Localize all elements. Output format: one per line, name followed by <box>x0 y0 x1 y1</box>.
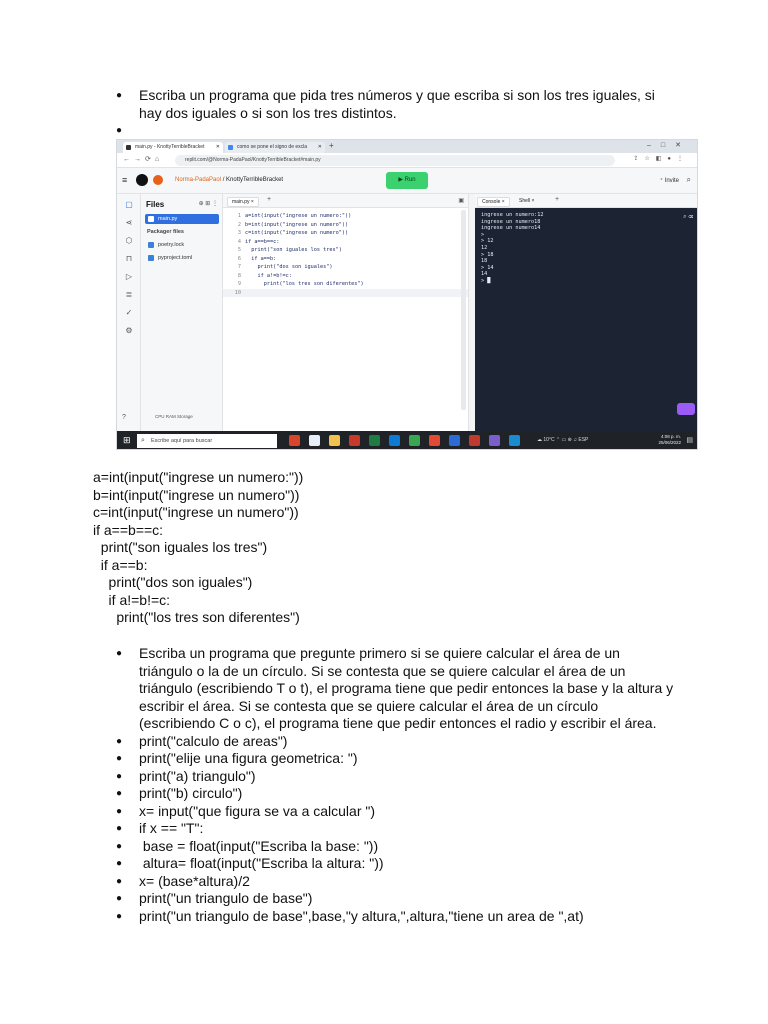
notifications-icon[interactable]: ▤ <box>686 437 693 444</box>
editor-scrollbar[interactable] <box>461 210 466 410</box>
line-code: print("los tres son diferentes") <box>245 281 364 287</box>
editor-line[interactable] <box>223 263 468 272</box>
list-item: ● base = float(input("Escriba la base: ")) <box>116 838 676 856</box>
list-item: ● print("un triangulo de base",base,"y altura,",altura,"tiene un area de ",at) <box>116 908 676 926</box>
editor-line[interactable] <box>223 238 468 247</box>
list-item: ● print("a) triangulo") <box>116 768 676 786</box>
code-line: if a==b==c: <box>93 521 164 538</box>
system-tray[interactable] <box>537 437 588 443</box>
weather-icon: ☁ <box>537 437 544 443</box>
list-item: ● print("b) circulo") <box>116 785 676 803</box>
code-line: print("los tres son diferentes") <box>93 609 300 625</box>
console-line: 18 <box>481 258 488 265</box>
tray-lang: ESP <box>578 437 589 443</box>
play-icon: ▶ <box>398 177 405 183</box>
path-separator-icon: / <box>222 177 227 183</box>
files-title: Files <box>146 200 165 209</box>
app-icon[interactable] <box>489 435 500 446</box>
file-item-label: pyproject.toml <box>158 255 193 261</box>
packages-icon[interactable]: ⬡ <box>125 236 133 245</box>
list-item: ● print("un triangulo de base") <box>116 890 676 908</box>
code-line: b=int(input("ingrese un numero")) <box>93 486 300 503</box>
files-icon[interactable]: ▢ <box>125 200 133 209</box>
packager-files-section[interactable] <box>145 227 219 237</box>
file-item-label: main.py <box>158 216 178 222</box>
code-line: a=int(input("ingrese un numero:")) <box>93 469 304 485</box>
code-line: if a==b: <box>93 556 148 573</box>
editor-line[interactable] <box>223 272 468 281</box>
repl-name[interactable]: KnottyTerribleBracket <box>226 177 284 183</box>
line-number: 8 <box>237 272 241 279</box>
new-tab-icon[interactable]: + <box>329 141 334 150</box>
file-item-label: poetry.lock <box>158 242 185 248</box>
line-number: 1 <box>237 213 241 219</box>
add-user-icon: ⁺ <box>659 178 665 184</box>
line-code: print("son iguales los tres") <box>245 247 342 253</box>
file-actions-icon[interactable]: ⊕ ⊞ ⋮ <box>198 201 218 207</box>
resources-meter: CPU RAM Storage <box>155 414 193 419</box>
tool-rail <box>117 194 141 431</box>
app-icon[interactable] <box>349 435 360 446</box>
browser-tab-1-label: main.py - KnottyTerribleBracket <box>135 144 205 150</box>
app-icon[interactable] <box>369 435 380 446</box>
console-line: 12 <box>481 244 488 251</box>
url-bar[interactable] <box>175 155 615 166</box>
app-icon[interactable] <box>409 435 420 446</box>
gear-icon[interactable]: ⚙ <box>125 326 133 335</box>
avatar[interactable] <box>153 175 163 185</box>
editor-line[interactable] <box>223 221 468 230</box>
editor-line[interactable] <box>223 289 468 298</box>
section-label: Packager files <box>147 229 184 235</box>
check-icon[interactable]: ✓ <box>125 308 133 317</box>
repl-path <box>175 177 283 183</box>
taskbar-search[interactable] <box>137 434 277 448</box>
python-file-icon <box>148 216 154 222</box>
chat-icon[interactable] <box>677 403 695 415</box>
tab-shell-label: Shell <box>519 198 531 204</box>
area-bullet-list <box>116 645 676 925</box>
line-code: c=int(input("ingrese un numero")) <box>245 230 349 236</box>
new-tab-icon[interactable]: + <box>267 196 272 203</box>
app-icon[interactable] <box>289 435 300 446</box>
tab-console-label: Console <box>482 199 501 205</box>
editor-line[interactable] <box>223 246 468 255</box>
code-block <box>93 469 303 627</box>
console-line: > 18 <box>481 251 494 258</box>
console-line: > █ <box>481 277 491 284</box>
console-panel[interactable] <box>475 194 698 431</box>
console-line: > 12 <box>481 238 494 245</box>
line-code: if a==b==c: <box>245 238 280 245</box>
console-line: ingrese un numero14 <box>481 225 541 232</box>
browser-toolbar <box>117 153 697 168</box>
replit-logo-icon[interactable] <box>136 174 148 186</box>
console-line: > <box>481 231 485 238</box>
package-file-icon <box>148 255 154 261</box>
help-icon[interactable]: ? <box>122 414 126 421</box>
clock-time: 4:08 p. m. <box>660 434 681 439</box>
code-line: c=int(input("ingrese un numero")) <box>93 504 299 520</box>
run-label: Run <box>404 177 416 183</box>
replit-favicon-icon <box>126 145 131 150</box>
taskbar-search-placeholder: Escribe aquí para buscar <box>151 438 213 444</box>
url-text: replit.com/@Norma-PadaPaol/KnottyTerribleBracket#main.py <box>185 157 321 163</box>
invite-label: Invite <box>664 178 679 184</box>
intro-bullet-list <box>116 87 676 140</box>
repl-owner[interactable]: Norma-PadaPaol <box>175 177 222 183</box>
list-item: ● if x == "T": <box>116 820 676 838</box>
code-line: print("dos son iguales") <box>93 574 253 590</box>
app-icon[interactable] <box>389 435 400 446</box>
menu-icon[interactable]: ≡ <box>122 175 128 185</box>
file-item-main-py[interactable] <box>145 214 219 224</box>
line-code: a=int(input("ingrese un numero:")) <box>245 213 352 219</box>
editor-line[interactable] <box>223 212 468 221</box>
list-item: ● print("elije una figura geometrica: ") <box>116 750 676 768</box>
line-code: if a==b: <box>245 255 277 262</box>
intro-bullet-1: ● Escriba un programa que pida tres números y que escriba si son los tres iguales, si hay dos iguales o si son los tres distintos. <box>116 87 676 122</box>
list-item: ● x= input("que figura se va a calcular ") <box>116 803 676 821</box>
clock-date: 25/06/2022 <box>658 440 681 445</box>
line-number: 2 <box>237 221 241 228</box>
package-file-icon <box>148 242 154 248</box>
browser-tab-strip <box>117 140 697 153</box>
line-number: 7 <box>237 264 241 270</box>
nav-arrows-icon[interactable]: ←→⟳⌂ <box>123 156 164 163</box>
browser-actions-icon[interactable]: ⇪☆◧●⋮ <box>633 156 689 162</box>
line-number: 6 <box>237 255 241 262</box>
intro-bullet-2 <box>116 122 676 140</box>
line-number: 4 <box>237 238 241 245</box>
list-item: ● x= (base*altura)/2 <box>116 873 676 891</box>
tab-console[interactable]: Console × <box>477 197 510 207</box>
list-item: ● print("calculo de areas") <box>116 733 676 751</box>
console-line: ingrese un numero:12 <box>481 212 544 218</box>
list-item: ● Escriba un programa que pregunte primero si se quiere calcular el área de un triángulo o la de un círculo. Si se contesta que se quiere calcular el área de un triángulo (escribiendo T o t), el programa tiene que pedir entonces la base y la altura y escribir el área. Si se contesta que se quiere calcular el área de un círculo (escribiendo C o c), el programa tiene que pedir entonces el radio y escribir el área. <box>116 645 676 733</box>
app-icon[interactable] <box>469 435 480 446</box>
close-icon[interactable]: ✕ <box>215 144 220 150</box>
console-search-clear-icon[interactable]: ⌕ ⌫ <box>683 214 693 220</box>
editor-tab-label: main.py <box>232 199 250 205</box>
console-tab-strip <box>475 194 698 208</box>
app-icon[interactable] <box>329 435 340 446</box>
editor-tab-main-py[interactable]: main.py × <box>227 197 259 207</box>
line-code: print("dos son iguales") <box>245 264 333 270</box>
tray-weather: 10°C <box>543 437 555 443</box>
tab-shell[interactable]: Shell × <box>519 198 535 204</box>
database-icon[interactable]: ≣ <box>125 290 133 299</box>
editor-line[interactable] <box>223 229 468 238</box>
windows-taskbar <box>117 431 697 450</box>
browser-tab-2-label: como se pone el signo de excla <box>237 144 308 150</box>
google-favicon-icon <box>228 145 233 150</box>
line-code: if a!=b!=c: <box>245 272 292 279</box>
app-icon[interactable] <box>449 435 460 446</box>
close-icon[interactable]: ✕ <box>317 144 322 150</box>
file-item-pyproject[interactable] <box>145 253 219 263</box>
code-line: print("son iguales los tres") <box>93 539 268 555</box>
console-line: > 14 <box>481 264 494 271</box>
lock-icon[interactable]: ⊓ <box>125 254 133 263</box>
taskbar-clock[interactable] <box>658 434 681 446</box>
console-line: 14 <box>481 271 488 278</box>
line-code: b=int(input("ingrese un numero")) <box>245 221 349 228</box>
tray-icons-icon: ⌃ ▭ ⊛ ♫ <box>555 437 579 443</box>
console-output <box>481 212 543 285</box>
app-icon[interactable] <box>309 435 320 446</box>
editor-options-icon[interactable]: ▣ <box>458 198 464 204</box>
line-number: 9 <box>237 281 241 287</box>
search-icon[interactable]: ⌕ <box>686 175 691 184</box>
app-icon[interactable] <box>429 435 440 446</box>
browser-tab-2[interactable] <box>225 142 325 153</box>
line-number: 5 <box>237 247 241 253</box>
files-panel <box>141 194 223 431</box>
code-editor[interactable] <box>223 194 469 431</box>
run-button[interactable] <box>386 172 428 189</box>
invite-button[interactable] <box>660 177 679 184</box>
app-icon[interactable] <box>509 435 520 446</box>
file-item-poetry-lock[interactable] <box>145 240 219 250</box>
line-number: 10 <box>234 289 241 296</box>
search-icon: ⌕ <box>141 437 145 444</box>
code-line: if a!=b!=c: <box>93 591 171 608</box>
editor-lines <box>223 212 468 297</box>
browser-tab-1[interactable] <box>123 142 223 153</box>
replit-header <box>117 168 697 194</box>
list-item: ● altura= float(input("Escriba la altura: ")) <box>116 855 676 873</box>
replit-screenshot <box>116 139 698 450</box>
console-line: ingrese un numero18 <box>481 218 541 225</box>
debugger-icon[interactable]: ▷ <box>125 272 133 281</box>
window-controls-icon[interactable]: ‒□✕ <box>647 142 691 149</box>
editor-line[interactable] <box>223 255 468 264</box>
editor-line[interactable] <box>223 280 468 289</box>
line-number: 3 <box>237 230 241 236</box>
share-icon[interactable]: ⋖ <box>125 218 133 227</box>
windows-start-icon[interactable]: ⊞ <box>123 435 131 445</box>
new-tab-icon[interactable]: + <box>555 196 560 203</box>
editor-tab-strip <box>223 194 468 208</box>
